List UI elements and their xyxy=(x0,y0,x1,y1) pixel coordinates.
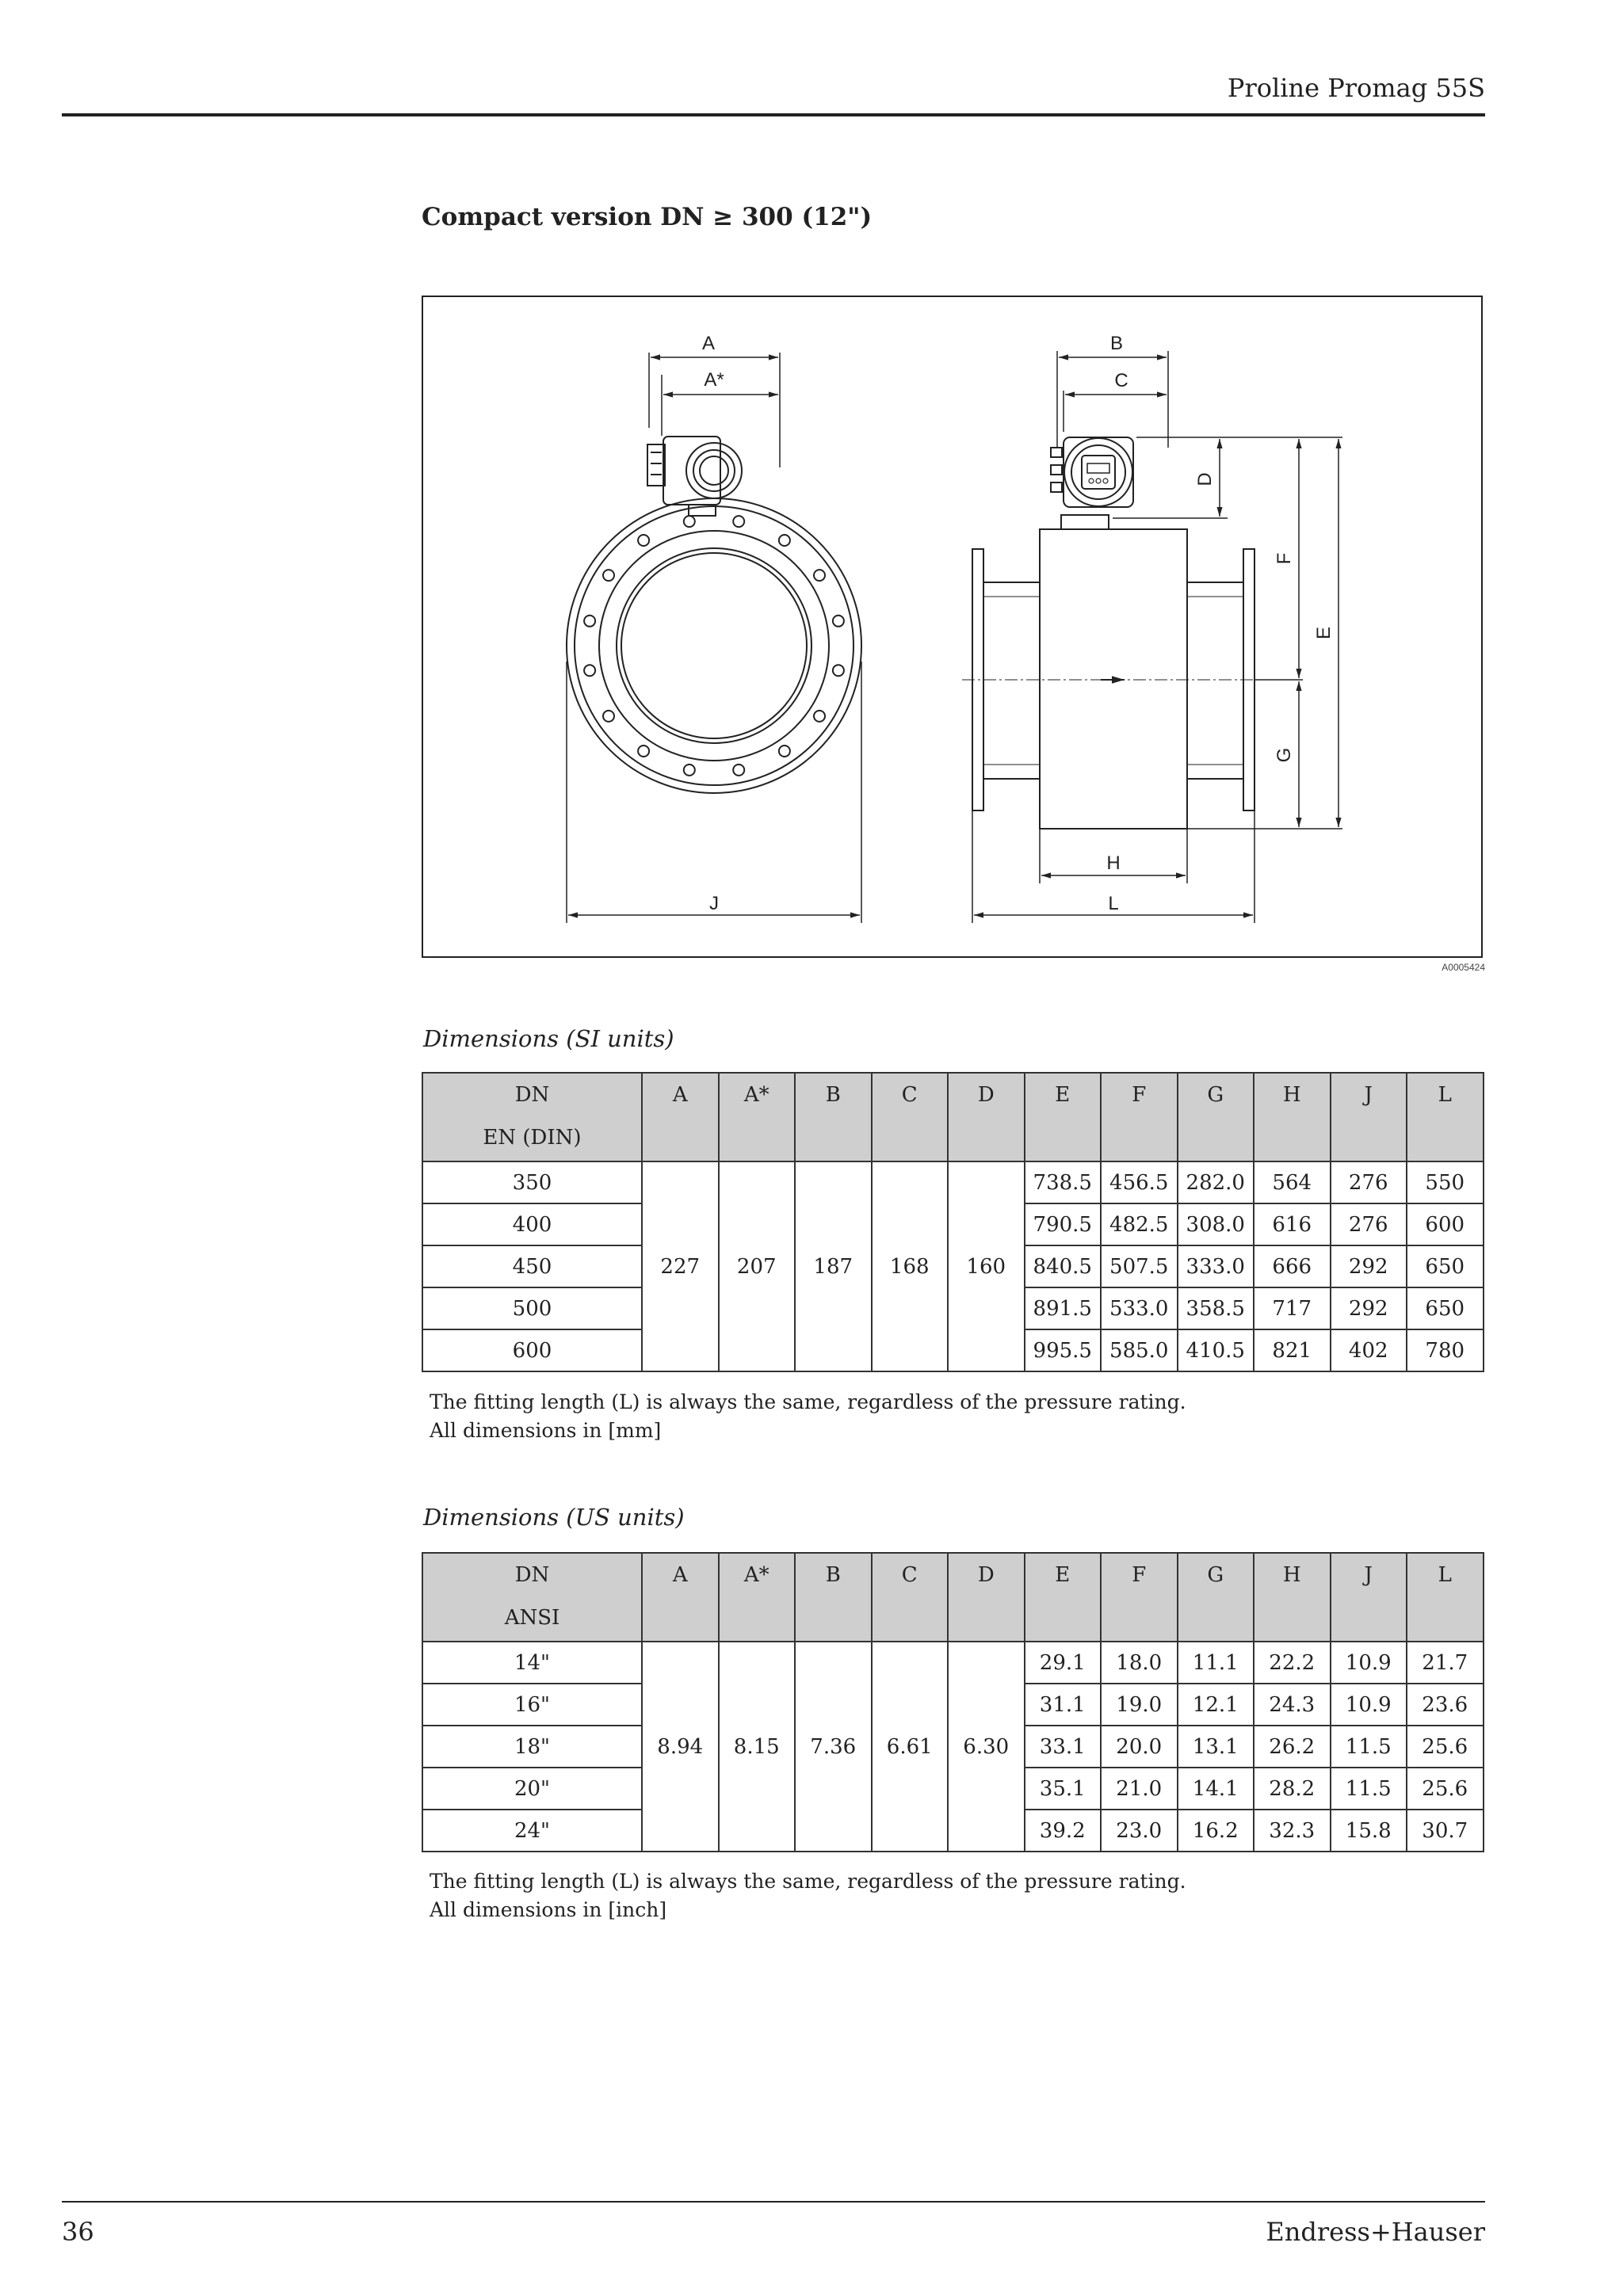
cell-dn: 400 xyxy=(422,1203,642,1245)
us-note-fitting-length: The fitting length (L) is always the same, regardless of the pressure rating. xyxy=(430,1870,1186,1893)
header-col: H xyxy=(1254,1073,1331,1161)
cell-g: 13.1 xyxy=(1178,1726,1254,1768)
cell-e: 891.5 xyxy=(1025,1287,1102,1329)
cell-l: 25.6 xyxy=(1407,1726,1484,1768)
cell-f: 20.0 xyxy=(1101,1726,1178,1768)
si-note-units: All dimensions in [mm] xyxy=(430,1419,662,1442)
header-col: A* xyxy=(719,1553,796,1642)
cell-j: 292 xyxy=(1331,1287,1407,1329)
figure-id: A0005424 xyxy=(1442,962,1485,973)
cell-j: 276 xyxy=(1331,1203,1407,1245)
cell-j: 402 xyxy=(1331,1329,1407,1371)
table-row xyxy=(422,1642,1484,1684)
header-col: G xyxy=(1178,1073,1254,1161)
cell-a-star: 8.15 xyxy=(719,1642,796,1852)
us-dimensions-table xyxy=(422,1552,1484,1852)
cell-l: 25.6 xyxy=(1407,1768,1484,1810)
header-col: L xyxy=(1407,1073,1484,1161)
cell-f: 18.0 xyxy=(1101,1642,1178,1684)
cell-dn: 600 xyxy=(422,1329,642,1371)
label-c: C xyxy=(1114,370,1128,391)
label-l: L xyxy=(1108,893,1119,914)
table-header-row xyxy=(422,1073,1484,1161)
cell-l: 30.7 xyxy=(1407,1810,1484,1852)
cell-g: 11.1 xyxy=(1178,1642,1254,1684)
cell-j: 11.5 xyxy=(1331,1768,1407,1810)
cell-j: 276 xyxy=(1331,1161,1407,1203)
us-note-units: All dimensions in [inch] xyxy=(430,1898,667,1921)
header-dn: DN ANSI xyxy=(422,1553,642,1642)
cell-a-star: 207 xyxy=(719,1161,796,1371)
cell-e: 31.1 xyxy=(1025,1684,1102,1726)
header-col: F xyxy=(1101,1553,1178,1642)
cell-g: 12.1 xyxy=(1178,1684,1254,1726)
cell-h: 26.2 xyxy=(1254,1726,1331,1768)
cell-h: 717 xyxy=(1254,1287,1331,1329)
bolt-hole xyxy=(779,535,790,546)
header-rule xyxy=(62,113,1485,116)
bolt-hole xyxy=(638,535,649,546)
bolt-hole xyxy=(814,711,825,722)
cell-g: 308.0 xyxy=(1178,1203,1254,1245)
header-col: E xyxy=(1025,1073,1102,1161)
cell-dn: 20" xyxy=(422,1768,642,1810)
cell-c: 6.61 xyxy=(872,1642,949,1852)
cell-h: 666 xyxy=(1254,1245,1331,1287)
header-col: J xyxy=(1331,1073,1407,1161)
cell-dn: 350 xyxy=(422,1161,642,1203)
cell-j: 11.5 xyxy=(1331,1726,1407,1768)
cell-e: 29.1 xyxy=(1025,1642,1102,1684)
front-view xyxy=(567,333,861,923)
header-col: A xyxy=(642,1553,719,1642)
cell-h: 821 xyxy=(1254,1329,1331,1371)
bolt-hole xyxy=(603,570,614,581)
cell-h: 22.2 xyxy=(1254,1642,1331,1684)
dimension-drawing xyxy=(422,296,1483,958)
cell-l: 600 xyxy=(1407,1203,1484,1245)
cell-g: 358.5 xyxy=(1178,1287,1254,1329)
cell-g: 410.5 xyxy=(1178,1329,1254,1371)
header-col: H xyxy=(1254,1553,1331,1642)
label-g: G xyxy=(1274,747,1295,763)
bolt-hole xyxy=(814,570,825,581)
bolt-hole xyxy=(684,516,695,527)
si-table-notes xyxy=(430,1388,1186,1445)
label-a: A xyxy=(701,333,716,354)
cell-e: 39.2 xyxy=(1025,1810,1102,1852)
cell-g: 14.1 xyxy=(1178,1768,1254,1810)
cell-e: 35.1 xyxy=(1025,1768,1102,1810)
bolt-hole xyxy=(684,765,695,776)
cell-a: 227 xyxy=(642,1161,719,1371)
bolt-hole xyxy=(733,765,744,776)
label-h: H xyxy=(1106,852,1121,874)
header-col: D xyxy=(948,1073,1025,1161)
header-col: A xyxy=(642,1073,719,1161)
cell-dn: 450 xyxy=(422,1245,642,1287)
cell-e: 790.5 xyxy=(1025,1203,1102,1245)
cell-a: 8.94 xyxy=(642,1642,719,1852)
cell-f: 21.0 xyxy=(1101,1768,1178,1810)
cell-l: 780 xyxy=(1407,1329,1484,1371)
bolt-hole xyxy=(584,616,595,627)
running-header-title: Proline Promag 55S xyxy=(1227,73,1485,103)
footer-rule xyxy=(62,2201,1485,2203)
bolt-hole xyxy=(733,516,744,527)
cell-f: 585.0 xyxy=(1101,1329,1178,1371)
header-col: C xyxy=(872,1073,949,1161)
label-f: F xyxy=(1274,552,1295,565)
cell-g: 282.0 xyxy=(1178,1161,1254,1203)
label-d: D xyxy=(1194,472,1216,486)
label-a-star: A* xyxy=(704,369,724,391)
side-view xyxy=(962,333,1342,923)
header-col: G xyxy=(1178,1553,1254,1642)
cell-f: 533.0 xyxy=(1101,1287,1178,1329)
header-dn: DN EN (DIN) xyxy=(422,1073,642,1161)
header-col: B xyxy=(795,1553,872,1642)
cell-f: 23.0 xyxy=(1101,1810,1178,1852)
header-col: D xyxy=(948,1553,1025,1642)
cell-g: 333.0 xyxy=(1178,1245,1254,1287)
cell-dn: 16" xyxy=(422,1684,642,1726)
cell-f: 456.5 xyxy=(1101,1161,1178,1203)
cell-g: 16.2 xyxy=(1178,1810,1254,1852)
cell-j: 10.9 xyxy=(1331,1684,1407,1726)
cell-dn: 18" xyxy=(422,1726,642,1768)
cell-j: 10.9 xyxy=(1331,1642,1407,1684)
cell-dn: 500 xyxy=(422,1287,642,1329)
page-number: 36 xyxy=(62,2217,94,2247)
bolt-hole xyxy=(833,665,844,676)
section-title: Compact version DN ≥ 300 (12") xyxy=(422,203,873,231)
bolt-hole xyxy=(779,746,790,757)
header-col: E xyxy=(1025,1553,1102,1642)
si-table-caption: Dimensions (SI units) xyxy=(423,1025,674,1052)
cell-e: 995.5 xyxy=(1025,1329,1102,1371)
label-j: J xyxy=(709,893,719,914)
si-note-fitting-length: The fitting length (L) is always the same, regardless of the pressure rating. xyxy=(430,1390,1186,1413)
cell-f: 19.0 xyxy=(1101,1684,1178,1726)
table-row xyxy=(422,1161,1484,1203)
bolt-hole xyxy=(603,711,614,722)
cell-l: 23.6 xyxy=(1407,1684,1484,1726)
header-col: C xyxy=(872,1553,949,1642)
cell-h: 24.3 xyxy=(1254,1684,1331,1726)
label-e: E xyxy=(1313,626,1335,640)
si-dimensions-table xyxy=(422,1072,1484,1372)
header-col: F xyxy=(1101,1073,1178,1161)
cell-b: 7.36 xyxy=(795,1642,872,1852)
cell-h: 564 xyxy=(1254,1161,1331,1203)
cell-f: 482.5 xyxy=(1101,1203,1178,1245)
cell-j: 292 xyxy=(1331,1245,1407,1287)
cell-d: 6.30 xyxy=(948,1642,1025,1852)
header-col: J xyxy=(1331,1553,1407,1642)
header-col: B xyxy=(795,1073,872,1161)
us-table-notes xyxy=(430,1867,1186,1924)
cell-dn: 14" xyxy=(422,1642,642,1684)
cell-l: 650 xyxy=(1407,1287,1484,1329)
cell-f: 507.5 xyxy=(1101,1245,1178,1287)
cell-e: 738.5 xyxy=(1025,1161,1102,1203)
label-b: B xyxy=(1109,333,1124,354)
bolt-hole xyxy=(833,616,844,627)
footer-brand: Endress+Hauser xyxy=(1266,2217,1485,2247)
cell-e: 33.1 xyxy=(1025,1726,1102,1768)
cell-d: 160 xyxy=(948,1161,1025,1371)
cell-h: 32.3 xyxy=(1254,1810,1331,1852)
bolt-hole xyxy=(638,746,649,757)
us-table-caption: Dimensions (US units) xyxy=(423,1504,685,1531)
header-col: A* xyxy=(719,1073,796,1161)
table-header-row xyxy=(422,1553,1484,1642)
cell-dn: 24" xyxy=(422,1810,642,1852)
cell-l: 21.7 xyxy=(1407,1642,1484,1684)
cell-l: 550 xyxy=(1407,1161,1484,1203)
cell-b: 187 xyxy=(795,1161,872,1371)
cell-h: 28.2 xyxy=(1254,1768,1331,1810)
cell-l: 650 xyxy=(1407,1245,1484,1287)
cell-h: 616 xyxy=(1254,1203,1331,1245)
header-col: L xyxy=(1407,1553,1484,1642)
cell-j: 15.8 xyxy=(1331,1810,1407,1852)
cell-c: 168 xyxy=(872,1161,949,1371)
bolt-hole xyxy=(584,665,595,676)
cell-e: 840.5 xyxy=(1025,1245,1102,1287)
